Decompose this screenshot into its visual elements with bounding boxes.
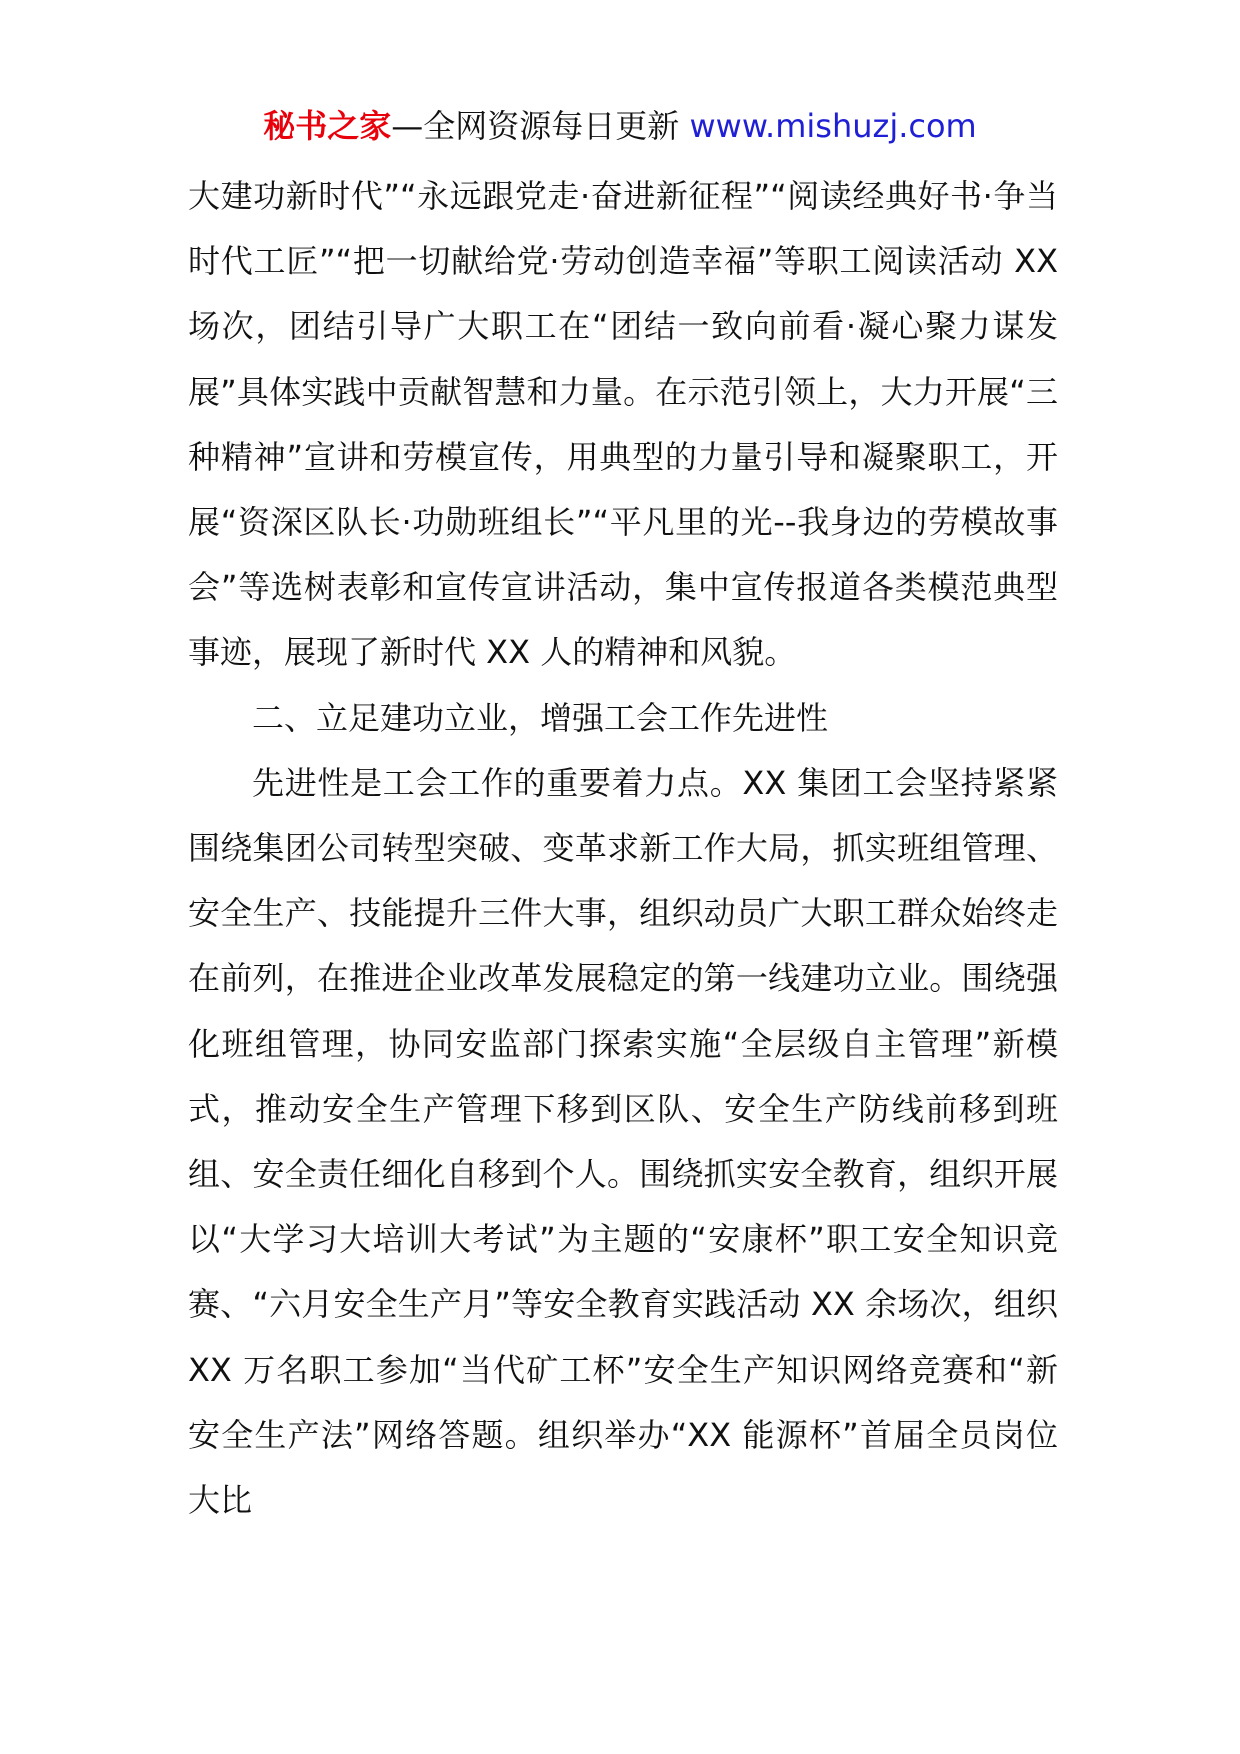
paragraph-section: 先进性是工会工作的重要着力点。XX 集团工会坚持紧紧围绕集团公司转型突破、变革求新工作大局，抓实班组管理、安全生产、技能提升三件大事，组织动员广大职工群众始终走在前列，在推进企业改革发展稳定的第一线建功立业。围绕强化班组管理，协同安监部门探索实施“全层级自主管理”新模式，推动安全生产管理下移到区队、安全生产防线前移到班组、安全责任细化自移到个人。围绕抓实安全教育，组织开展以“大学习大培训大考试”为主题的“安康杯”职工安全知识竞赛、“六月安全生产月”等安全教育实践活动 XX 余场次，组织 XX 万名职工参加“当代矿工杯”安全生产知识网络竞赛和“新安全生产法”网络答题。组织举办“XX 能源杯”首届全员岗位大比 xyxy=(188,763,1058,1520)
section-heading: 二、立足建功立业，增强工会工作先进性 xyxy=(252,698,829,737)
page-header xyxy=(0,98,1240,154)
document-body xyxy=(188,164,1058,1533)
site-url-link[interactable]: www.mishuzj.com xyxy=(689,107,977,145)
paragraph-continued: 大建功新时代”“永远跟党走·奋进新征程”“阅读经典好书·争当时代工匠”“把一切献给党·劳动创造幸福”等职工阅读活动 XX 场次，团结引导广大职工在“团结一致向前看·凝心聚力谋发展”具体实践中贡献智慧和力量。在示范引领上，大力开展“三种精神”宣讲和劳模宣传，用典型的力量引导和凝聚职工，开展“资深区队长·功勋班组长”“平凡里的光--我身边的劳模故事会”等选树表彰和宣传宣讲活动，集中宣传报道各类模范典型事迹，展现了新时代 XX 人的精神和风貌。 xyxy=(188,177,1058,672)
header-tagline: —全网资源每日更新 xyxy=(391,107,690,145)
brand-name: 秘书之家 xyxy=(263,107,392,145)
